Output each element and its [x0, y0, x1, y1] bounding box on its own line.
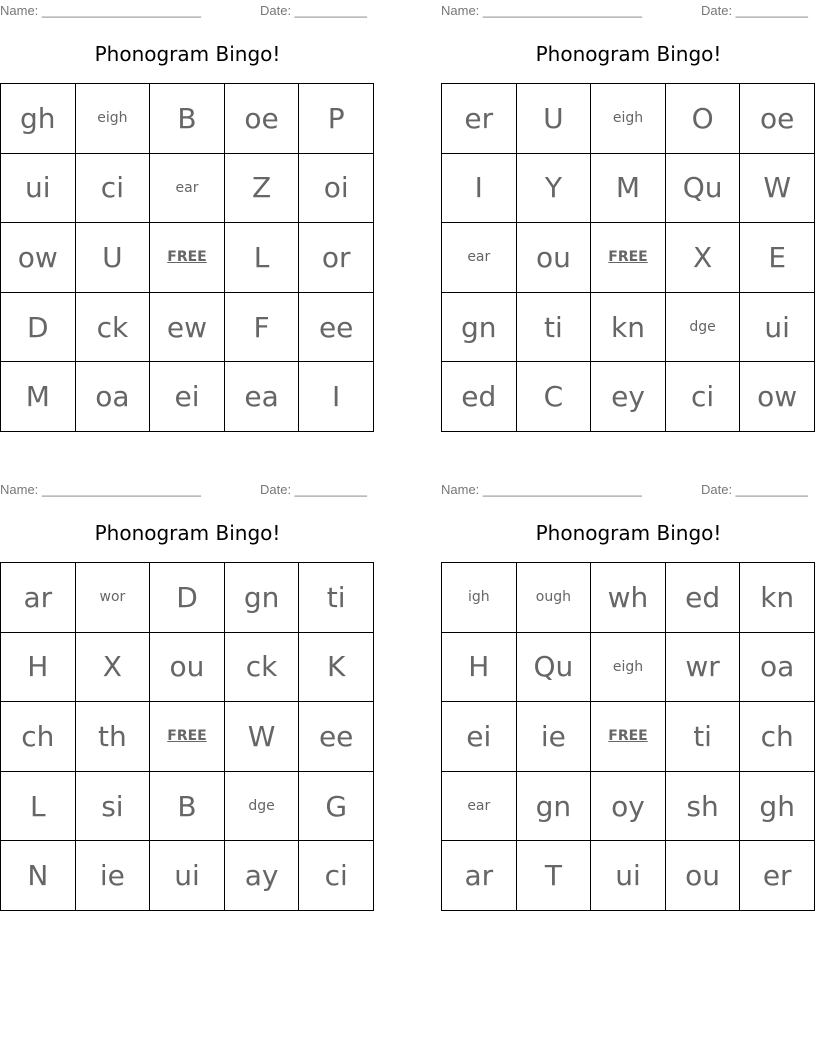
name-date-line	[0, 482, 375, 498]
bingo-cell: ar	[1, 563, 76, 633]
name-date-line	[441, 3, 816, 19]
bingo-cell: eigh	[76, 84, 151, 154]
bingo-cell: gn	[517, 772, 592, 842]
bingo-cell: ui	[150, 841, 225, 911]
bingo-cell: or	[299, 223, 374, 293]
bingo-cell: oe	[225, 84, 300, 154]
name-field: Name: ______________________	[441, 3, 642, 18]
free-space-cell: FREE	[150, 223, 225, 293]
name-date-line	[441, 482, 816, 498]
bingo-cell: oe	[740, 84, 815, 154]
bingo-cell: ed	[442, 362, 517, 432]
name-field: Name: ______________________	[0, 482, 201, 497]
card-title: Phonogram Bingo!	[94, 521, 281, 545]
name-field: Name: ______________________	[441, 482, 642, 497]
bingo-cell: ear	[442, 772, 517, 842]
bingo-cell: F	[225, 293, 300, 363]
bingo-cell: ee	[299, 702, 374, 772]
free-space-cell: FREE	[591, 223, 666, 293]
bingo-cell: ie	[76, 841, 151, 911]
bingo-cell: oy	[591, 772, 666, 842]
bingo-cell: ou	[517, 223, 592, 293]
bingo-cell: ck	[76, 293, 151, 363]
bingo-cell: wh	[591, 563, 666, 633]
bingo-cell: eigh	[591, 633, 666, 703]
bingo-card-3	[0, 479, 375, 911]
bingo-cell: P	[299, 84, 374, 154]
bingo-cell: gn	[225, 563, 300, 633]
bingo-grid	[441, 562, 815, 911]
card-title: Phonogram Bingo!	[535, 521, 722, 545]
bingo-cell: H	[1, 633, 76, 703]
bingo-cell: gh	[740, 772, 815, 842]
bingo-cell: ou	[150, 633, 225, 703]
bingo-cell: ti	[517, 293, 592, 363]
bingo-cell: B	[150, 772, 225, 842]
bingo-cell: G	[299, 772, 374, 842]
card-title: Phonogram Bingo!	[94, 42, 281, 66]
bingo-cell: D	[1, 293, 76, 363]
bingo-cell: I	[299, 362, 374, 432]
date-field: Date: __________	[701, 3, 808, 18]
bingo-cell: W	[740, 154, 815, 224]
bingo-cell: M	[591, 154, 666, 224]
bingo-cell: ui	[740, 293, 815, 363]
bingo-cell: ed	[666, 563, 741, 633]
bingo-cell: oa	[740, 633, 815, 703]
bingo-cell: kn	[740, 563, 815, 633]
bingo-grid	[441, 83, 815, 432]
bingo-cell: eigh	[591, 84, 666, 154]
bingo-cell: ow	[740, 362, 815, 432]
bingo-cell: ui	[591, 841, 666, 911]
bingo-cell: si	[76, 772, 151, 842]
bingo-cell: Qu	[517, 633, 592, 703]
date-field: Date: __________	[701, 482, 808, 497]
bingo-card-1	[0, 0, 375, 432]
bingo-cell: er	[740, 841, 815, 911]
bingo-cell: ea	[225, 362, 300, 432]
bingo-cell: ei	[150, 362, 225, 432]
date-field: Date: __________	[260, 3, 367, 18]
free-space-cell: FREE	[150, 702, 225, 772]
bingo-cell: U	[517, 84, 592, 154]
bingo-cell: sh	[666, 772, 741, 842]
bingo-cell: ti	[666, 702, 741, 772]
bingo-cell: M	[1, 362, 76, 432]
bingo-cell: ci	[299, 841, 374, 911]
bingo-cell: ui	[1, 154, 76, 224]
bingo-cell: ay	[225, 841, 300, 911]
bingo-cell: er	[442, 84, 517, 154]
bingo-cell: L	[1, 772, 76, 842]
date-field: Date: __________	[260, 482, 367, 497]
bingo-cell: I	[442, 154, 517, 224]
bingo-cell: ear	[150, 154, 225, 224]
bingo-card-2	[441, 0, 816, 432]
bingo-cell: N	[1, 841, 76, 911]
bingo-cell: ch	[1, 702, 76, 772]
bingo-cell: Z	[225, 154, 300, 224]
bingo-cell: T	[517, 841, 592, 911]
name-field: Name: ______________________	[0, 3, 201, 18]
bingo-cell: ti	[299, 563, 374, 633]
bingo-cell: Qu	[666, 154, 741, 224]
bingo-cell: W	[225, 702, 300, 772]
bingo-cell: D	[150, 563, 225, 633]
bingo-cell: E	[740, 223, 815, 293]
bingo-cell: ei	[442, 702, 517, 772]
bingo-cell: oi	[299, 154, 374, 224]
bingo-cell: ie	[517, 702, 592, 772]
bingo-cell: L	[225, 223, 300, 293]
bingo-cell: ow	[1, 223, 76, 293]
bingo-cell: wr	[666, 633, 741, 703]
bingo-cell: Y	[517, 154, 592, 224]
bingo-cell: ee	[299, 293, 374, 363]
bingo-cell: ear	[442, 223, 517, 293]
bingo-cell: B	[150, 84, 225, 154]
bingo-cell: H	[442, 633, 517, 703]
bingo-cell: kn	[591, 293, 666, 363]
bingo-cell: C	[517, 362, 592, 432]
bingo-card-4	[441, 479, 816, 911]
bingo-cell: K	[299, 633, 374, 703]
bingo-cell: gh	[1, 84, 76, 154]
bingo-cell: gn	[442, 293, 517, 363]
bingo-cell: ey	[591, 362, 666, 432]
bingo-cell: oa	[76, 362, 151, 432]
bingo-grid	[0, 83, 374, 432]
bingo-cell: th	[76, 702, 151, 772]
bingo-cell: ci	[76, 154, 151, 224]
bingo-cell: O	[666, 84, 741, 154]
bingo-cell: ough	[517, 563, 592, 633]
bingo-cell: dge	[666, 293, 741, 363]
name-date-line	[0, 3, 375, 19]
bingo-cell: ar	[442, 841, 517, 911]
bingo-cell: ew	[150, 293, 225, 363]
bingo-cell: X	[666, 223, 741, 293]
bingo-cell: ch	[740, 702, 815, 772]
bingo-cell: ci	[666, 362, 741, 432]
free-space-cell: FREE	[591, 702, 666, 772]
bingo-cell: dge	[225, 772, 300, 842]
bingo-cell: ou	[666, 841, 741, 911]
bingo-grid	[0, 562, 374, 911]
bingo-cell: X	[76, 633, 151, 703]
bingo-cell: U	[76, 223, 151, 293]
bingo-cell: ck	[225, 633, 300, 703]
card-title: Phonogram Bingo!	[535, 42, 722, 66]
bingo-cell: wor	[76, 563, 151, 633]
bingo-cell: igh	[442, 563, 517, 633]
